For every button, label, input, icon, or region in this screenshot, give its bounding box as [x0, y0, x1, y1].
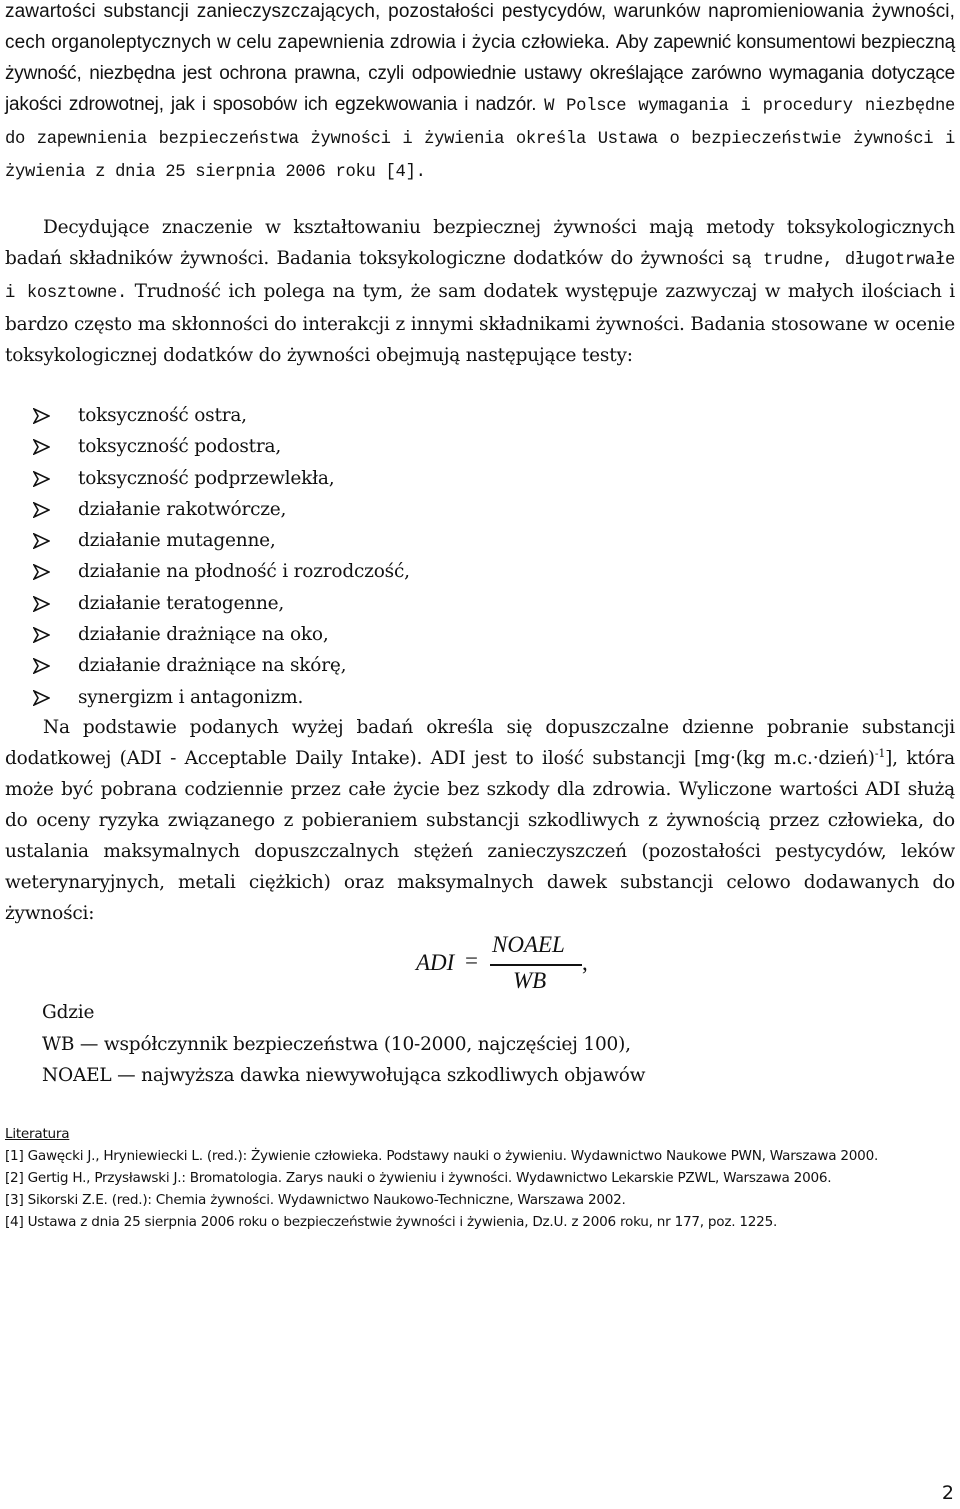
list-item: [0, 400, 410, 431]
definition-wb: WB — współczynnik bezpieczeństwa (10-2000, najczęściej 100),: [42, 1034, 631, 1055]
formula-comma: ,: [582, 950, 588, 975]
superscript: -1: [874, 746, 886, 760]
list-item-text: toksyczność ostra,: [78, 405, 247, 426]
definitions-label: Gdzie: [42, 1002, 95, 1023]
arrow-bullet-icon: [33, 471, 50, 487]
arrow-bullet-icon: [33, 658, 50, 674]
paragraph-toxicology-part2: są trudne, długotrwałe i kosztowne.: [5, 251, 956, 303]
formula-numerator: NOAEL: [492, 932, 565, 957]
paragraph-toxicology: [5, 212, 955, 371]
list-item-text: działanie na płodność i rozrodczość,: [78, 561, 410, 583]
arrow-bullet-icon: [33, 627, 50, 643]
formula-denominator: WB: [513, 968, 547, 993]
list-item-text: działanie teratogenne,: [78, 592, 285, 614]
paragraph-adi: [5, 712, 955, 929]
arrow-bullet-icon: [33, 408, 50, 424]
formula-lhs: ADI: [416, 950, 455, 975]
list-item: [0, 682, 410, 713]
list-item-text: działanie mutagenne,: [78, 530, 276, 552]
reference-item: [3] Sikorski Z.E. (red.): Chemia żywności. Wydawnictwo Naukowo-Techniczne, Warszawa 2002.: [5, 1192, 626, 1208]
list-item: [0, 431, 410, 462]
list-item-text: działanie drażniące na oko,: [78, 624, 329, 646]
list-item-text: synergizm i antagonizm.: [78, 686, 304, 708]
arrow-bullet-icon: [33, 690, 50, 706]
list-item: [0, 650, 410, 681]
list-item: [0, 494, 410, 525]
paragraph-intro: [5, 0, 955, 188]
paragraph-toxicology-part1: Decydujące znaczenie w kształtowaniu bezpiecznej żywności mają metody toksykologicznych badań składników żywności. Badania toksykologiczne dodatków do żywności: [5, 217, 955, 269]
list-item: [0, 525, 410, 556]
list-item: [0, 588, 410, 619]
arrow-bullet-icon: [33, 564, 50, 580]
reference-item: [1] Gawęcki J., Hryniewiecki L. (red.): Żywienie człowieka. Podstawy nauki o żywieniu. Wydawnictwo Naukowe PWN, Warszawa 2000.: [5, 1148, 879, 1164]
paragraph-adi-part1: Na podstawie podanych wyżej badań określa się dopuszczalne dzienne pobranie substancji dodatkowej (ADI - Acceptable Daily Intake). ADI jest to ilość substancji [mg·(kg m.c.·dzień): [5, 717, 955, 769]
arrow-bullet-icon: [33, 502, 50, 518]
paragraph-toxicology-part3: Trudność ich polega na tym, że sam dodatek występuje zazwyczaj w małych ilościach i bardzo często ma skłonności do interakcji z innymi składnikami żywności. Badania stosowane w ocenie toksykologicznej dodatków do żywności obejmują następujące testy:: [5, 281, 956, 366]
list-item: [0, 556, 410, 587]
arrow-bullet-icon: [33, 533, 50, 549]
list-item-text: działanie drażniące na skórę,: [78, 655, 347, 677]
fraction-bar: [490, 964, 582, 966]
reference-item: [4] Ustawa z dnia 25 sierpnia 2006 roku o bezpieczeństwie żywności i żywienia, Dz.U. z 2006 roku, nr 177, poz. 1225.: [5, 1214, 778, 1230]
arrow-bullet-icon: [33, 596, 50, 612]
paragraph-intro-part2: Aby zapewnić konsumentowi bezpieczną żywność, niezbędna jest ochrona prawna, czyli odpowiednie ustawy określające zarówno wymagania dotyczące jakości zdrowotnej, jak i sposobów ich egzekwowania i nadzór.: [5, 32, 955, 115]
list-item: [0, 619, 410, 650]
tests-list: [0, 400, 410, 713]
page-number: 2: [941, 1482, 954, 1504]
definition-noael: NOAEL — najwyższa dawka niewywołująca szkodliwych objawów: [42, 1065, 646, 1086]
paragraph-intro-part1: zawartości substancji zanieczyszczających, pozostałości pestycydów, warunków napromieniowania żywności, cech organoleptycznych w celu zapewnienia zdrowia i życia człowieka.: [5, 1, 955, 53]
formula-equals: =: [465, 948, 478, 973]
references-heading: Literatura: [5, 1126, 70, 1142]
paragraph-intro-part3: W Polsce wymagania i procedury niezbędne do zapewnienia bezpieczeństwa żywności i żywienia określa Ustawa o bezpieczeństwie żywności i żywienia z dnia 25 sierpnia 2006 roku [4].: [5, 97, 955, 182]
reference-item: [2] Gertig H., Przysławski J.: Bromatologia. Zarys nauki o żywieniu i żywności. Wydawnictwo Lekarskie PZWL, Warszawa 2006.: [5, 1170, 832, 1186]
references: [5, 1123, 955, 1233]
list-item: [0, 463, 410, 494]
list-item-text: toksyczność podprzewlekła,: [78, 467, 335, 489]
arrow-bullet-icon: [33, 439, 50, 455]
list-item-text: toksyczność podostra,: [78, 436, 282, 458]
paragraph-adi-part2: ], która może być pobrana codziennie przez całe życie bez szkody dla zdrowia. Wyliczone wartości ADI służą do oceny ryzyka związanego z pobieraniem substancji szkodliwych z żywnością przez człowieka, do ustalania maksymalnych dopuszczalnych stężeń zanieczyszczeń (pozostałości pestycydów, leków weterynaryjnych, metali ciężkich) oraz maksymalnych dawek substancji celowo dodawanych do żywności:: [5, 748, 955, 924]
adi-formula: [416, 932, 596, 1002]
list-item-text: działanie rakotwórcze,: [78, 498, 287, 520]
